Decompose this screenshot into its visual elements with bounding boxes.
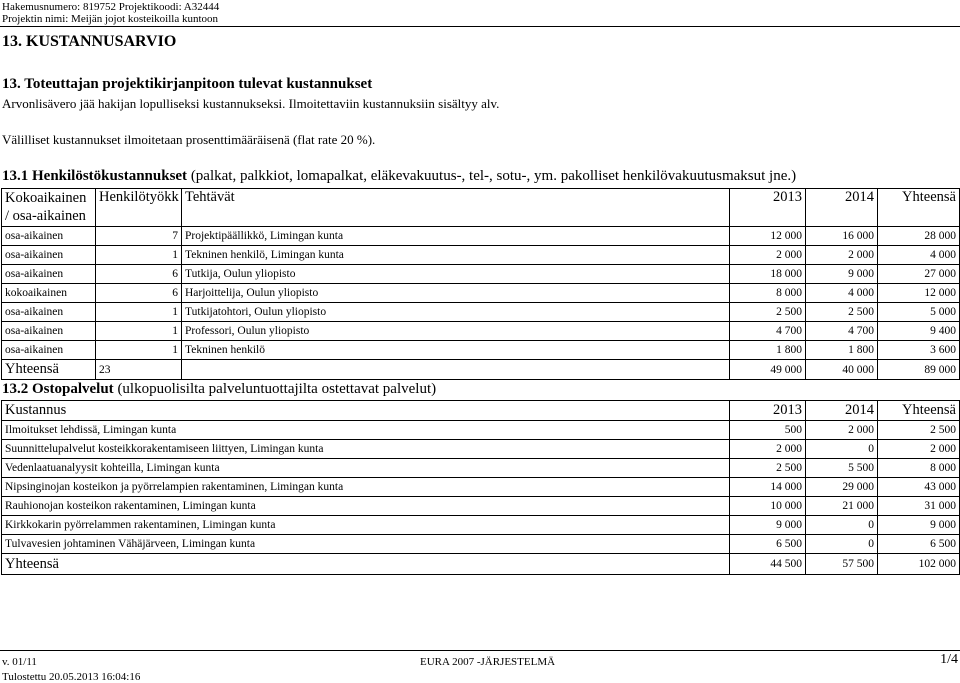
cell-total: 2 000 [878,440,960,459]
cell-total: 4 000 [878,246,960,265]
header-line-2: Projektin nimi: Meijän jojot kosteikoilla kuntoon [2,13,219,25]
cell-employment: osa-aikainen [2,341,96,360]
section-13-2-heading-rest: (ulkopuolisilta palveluntuottajilta ostettavat palvelut) [113,381,437,397]
column-header-employment: Kokoaikainen / osa-aikainen [2,189,96,227]
table-row [2,459,960,478]
table-row [2,246,960,265]
cell-total: 3 600 [878,341,960,360]
table-row [2,322,960,341]
personnel-total-row [2,360,960,380]
column-header-total: Yhteensä [878,189,960,227]
cell-total: 9 400 [878,322,960,341]
section-13-2-heading [2,381,436,398]
header-line-1: Hakemusnumero: 819752 Projektikoodi: A32444 [2,1,220,13]
cell-total: 6 500 [878,535,960,554]
table-row [2,227,960,246]
cell-employment: osa-aikainen [2,246,96,265]
cell-person-months: 7 [96,227,182,246]
cell-task: Tutkijatohtori, Oulun yliopisto [182,303,730,322]
table-row [2,265,960,284]
cell-2014: 0 [806,535,878,554]
column-header-2014: 2014 [806,401,878,421]
personnel-costs-table [1,188,960,380]
table-header-row [2,401,960,421]
cell-employment: osa-aikainen [2,303,96,322]
table-row [2,421,960,440]
cell-cost: Kirkkokarin pyörrelammen rakentaminen, Limingan kunta [2,516,730,535]
total-sum: 89 000 [878,360,960,380]
cell-2014: 1 800 [806,341,878,360]
column-header-2013: 2013 [730,189,806,227]
cell-cost: Rauhionojan kosteikon rakentaminen, Limingan kunta [2,497,730,516]
cell-2013: 8 000 [730,284,806,303]
cell-cost: Tulvavesien johtaminen Vähäjärveen, Limingan kunta [2,535,730,554]
table-row [2,497,960,516]
cell-2014: 0 [806,516,878,535]
cell-2013: 2 000 [730,246,806,265]
cell-cost: Nipsinginojan kosteikon ja pyörrelampien rakentaminen, Limingan kunta [2,478,730,497]
cell-2014: 5 500 [806,459,878,478]
cell-person-months: 1 [96,341,182,360]
column-header-2013: 2013 [730,401,806,421]
cell-person-months: 1 [96,246,182,265]
cell-2013: 10 000 [730,497,806,516]
cell-cost: Suunnittelupalvelut kosteikkorakentamiseen liittyen, Limingan kunta [2,440,730,459]
cell-task: Professori, Oulun yliopisto [182,322,730,341]
total-label: Yhteensä [2,554,730,575]
section-13-2-heading-bold: 13.2 Ostopalvelut [2,381,114,397]
cell-2013: 4 700 [730,322,806,341]
cell-2014: 2 000 [806,246,878,265]
cell-employment: osa-aikainen [2,322,96,341]
total-label: Yhteensä [2,360,96,380]
cell-2013: 2 000 [730,440,806,459]
cell-2014: 4 000 [806,284,878,303]
cell-cost: Ilmoitukset lehdissä, Limingan kunta [2,421,730,440]
table-row [2,535,960,554]
footer-printed: Tulostettu 20.05.2013 16:04:16 [2,671,141,683]
table-header-row [2,189,960,227]
cell-2014: 29 000 [806,478,878,497]
table-row [2,478,960,497]
cell-2014: 0 [806,440,878,459]
cell-2013: 14 000 [730,478,806,497]
table-row [2,516,960,535]
total-2014: 40 000 [806,360,878,380]
cell-employment: kokoaikainen [2,284,96,303]
cell-2014: 16 000 [806,227,878,246]
cell-task: Tekninen henkilö, Limingan kunta [182,246,730,265]
total-sum: 102 000 [878,554,960,575]
table-row [2,341,960,360]
cell-task: Projektipäällikkö, Limingan kunta [182,227,730,246]
table-row [2,303,960,322]
total-person-months: 23 [96,360,182,380]
footer-divider [0,650,960,651]
cell-total: 5 000 [878,303,960,322]
table-row [2,284,960,303]
cell-2014: 4 700 [806,322,878,341]
cell-person-months: 6 [96,265,182,284]
section-13-title: 13. Toteuttajan projektikirjanpitoon tulevat kustannukset [2,76,373,92]
section-13-1-heading-rest: (palkat, palkkiot, lomapalkat, eläkevakuutus-, tel-, sotu-, ym. pakolliset henkilövakuutusmaksut jne.) [187,168,797,184]
column-header-person-months: Henkilötyökk [96,189,182,227]
cell-2013: 1 800 [730,341,806,360]
section-13-note-vat: Arvonlisävero jää hakijan lopulliseksi kustannukseksi. Ilmoitettaviin kustannuksiin sisältyy alv. [2,96,500,111]
total-tasks [182,360,730,380]
cell-2013: 9 000 [730,516,806,535]
cell-cost: Vedenlaatuanalyysit kohteilla, Limingan kunta [2,459,730,478]
cell-total: 27 000 [878,265,960,284]
cell-2013: 12 000 [730,227,806,246]
page-title: 13. KUSTANNUSARVIO [2,33,177,50]
cell-2013: 6 500 [730,535,806,554]
cell-2013: 2 500 [730,303,806,322]
cell-task: Harjoittelija, Oulun yliopisto [182,284,730,303]
cell-person-months: 1 [96,303,182,322]
footer-page-number: 1/4 [940,652,958,667]
cell-2013: 500 [730,421,806,440]
cell-total: 8 000 [878,459,960,478]
cell-total: 9 000 [878,516,960,535]
services-total-row [2,554,960,575]
total-2014: 57 500 [806,554,878,575]
section-13-1-heading-bold: 13.1 Henkilöstökustannukset [2,168,188,184]
cell-total: 43 000 [878,478,960,497]
header-divider [0,26,960,27]
table-row [2,440,960,459]
cell-2014: 9 000 [806,265,878,284]
column-header-total: Yhteensä [878,401,960,421]
cell-total: 12 000 [878,284,960,303]
cell-2013: 2 500 [730,459,806,478]
cell-2014: 21 000 [806,497,878,516]
cell-2014: 2 000 [806,421,878,440]
total-2013: 49 000 [730,360,806,380]
section-13-1-heading [2,168,796,185]
footer-version: v. 01/11 [2,656,37,668]
column-header-2014: 2014 [806,189,878,227]
cell-task: Tutkija, Oulun yliopisto [182,265,730,284]
section-13-note-flat-rate: Välilliset kustannukset ilmoitetaan prosenttimääräisenä (flat rate 20 %). [2,132,376,147]
cell-total: 2 500 [878,421,960,440]
cell-person-months: 6 [96,284,182,303]
cell-employment: osa-aikainen [2,227,96,246]
column-header-cost: Kustannus [2,401,730,421]
footer-system: EURA 2007 -JÄRJESTELMÄ [420,656,556,668]
total-2013: 44 500 [730,554,806,575]
purchased-services-table [1,400,960,575]
cell-employment: osa-aikainen [2,265,96,284]
cell-person-months: 1 [96,322,182,341]
cell-total: 31 000 [878,497,960,516]
column-header-tasks: Tehtävät [182,189,730,227]
cell-task: Tekninen henkilö [182,341,730,360]
cell-total: 28 000 [878,227,960,246]
cell-2014: 2 500 [806,303,878,322]
cell-2013: 18 000 [730,265,806,284]
